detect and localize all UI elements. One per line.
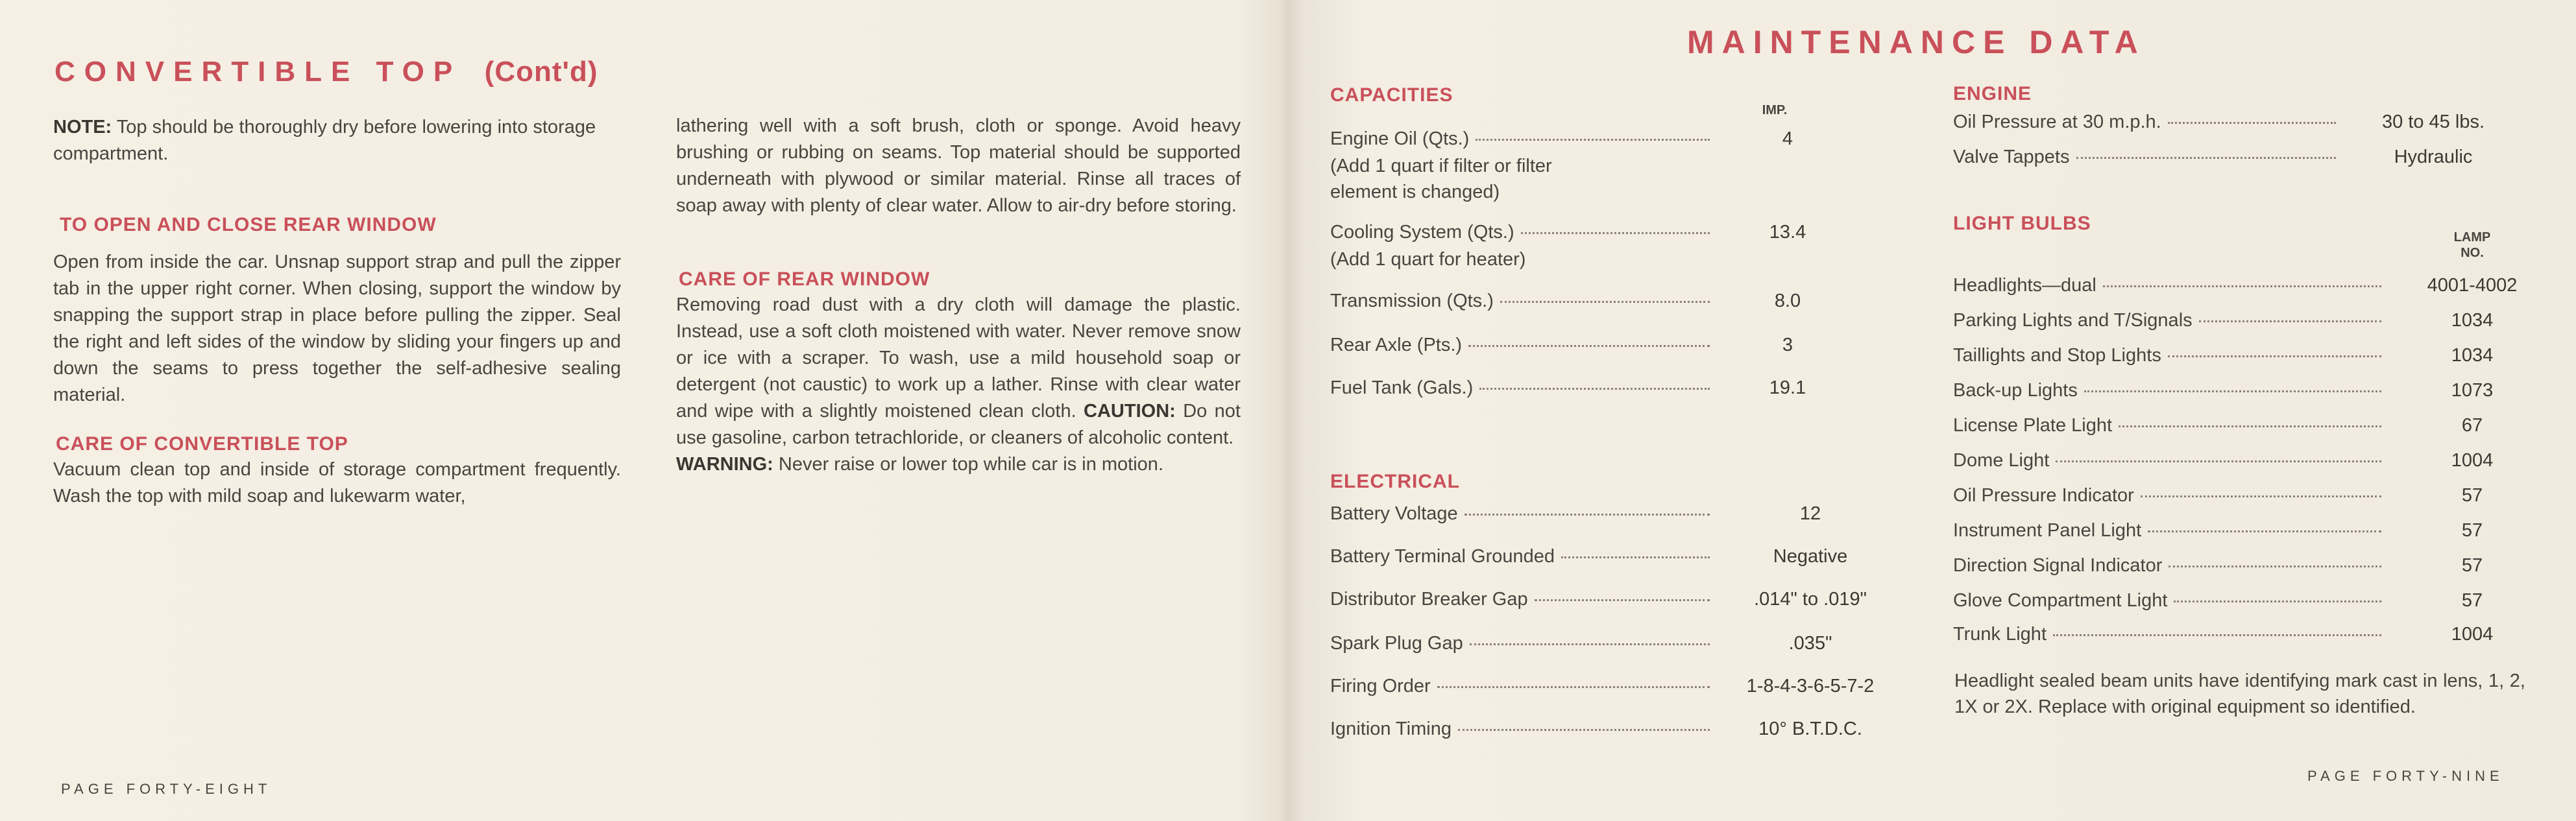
cap-row-rear-axle	[1330, 335, 1716, 356]
cap-label: Cooling System (Qts.)	[1330, 222, 1514, 243]
bulb-row	[1953, 415, 2388, 436]
bulb-label: Taillights and Stop Lights	[1953, 345, 2161, 366]
elec-label: Firing Order	[1330, 676, 1431, 696]
bulb-value: 1004	[2451, 450, 2494, 471]
elec-label: Spark Plug Gap	[1330, 633, 1463, 654]
elec-value: 12	[1799, 503, 1821, 524]
dot-leader	[2103, 285, 2381, 287]
electrical-heading: ELECTRICAL	[1330, 471, 1460, 492]
dot-leader	[1561, 556, 1710, 558]
bulb-value: 1034	[2451, 310, 2494, 331]
bulb-row	[1953, 485, 2388, 506]
cap-value: 4	[1782, 128, 1793, 149]
right-folio: PAGE FORTY-NINE	[2307, 768, 2504, 784]
bulb-label: Direction Signal Indicator	[1953, 555, 2163, 576]
caution-text: Do not use gasoline, carbon tetrachloride, or cleaners of alcoholic content.	[676, 401, 1241, 448]
elec-row	[1330, 546, 1716, 567]
engine-label: Oil Pressure at 30 m.p.h.	[1953, 112, 2161, 132]
cap-row-fuel-tank	[1330, 377, 1716, 399]
bulb-value: 1034	[2451, 345, 2494, 366]
dot-leader	[2056, 460, 2381, 462]
elec-label: Distributor Breaker Gap	[1330, 589, 1528, 610]
cap-value: 8.0	[1774, 291, 1801, 311]
bulb-value: 4001-4002	[2427, 275, 2518, 296]
engine-value: 30 to 45 lbs.	[2382, 112, 2485, 132]
bulb-row	[1953, 380, 2388, 401]
left-folio: PAGE FORTY-EIGHT	[61, 781, 272, 797]
elec-row	[1330, 633, 1716, 654]
engine-value: Hydraulic	[2394, 147, 2473, 167]
engine-label: Valve Tappets	[1953, 147, 2070, 167]
dot-leader	[2199, 320, 2381, 322]
dot-leader	[1464, 514, 1710, 516]
dot-leader	[2148, 530, 2381, 532]
dot-leader	[2076, 157, 2337, 159]
dot-leader	[1437, 686, 1710, 688]
headlight-footnote: Headlight sealed beam units have identifying mark cast in lens, 1, 2, 1X or 2X. Replace with original equipment so identified.	[1954, 671, 2525, 717]
cap-row-transmission	[1330, 291, 1716, 312]
care-window-text	[676, 292, 1241, 478]
care-top-heading: CARE OF CONVERTIBLE TOP	[56, 433, 348, 455]
cap-label: Fuel Tank (Gals.)	[1330, 377, 1474, 398]
lamp-no-col-head: LAMP NO.	[2453, 230, 2491, 260]
left-page-title	[55, 56, 598, 88]
bulb-row	[1953, 555, 2388, 577]
dot-leader	[1468, 345, 1710, 347]
engine-row	[1953, 147, 2342, 168]
cap-value: 19.1	[1769, 377, 1806, 398]
elec-value: .035"	[1788, 633, 1832, 654]
cap-label: Engine Oil (Qts.)	[1330, 128, 1470, 149]
bulb-label: Glove Compartment Light	[1953, 590, 2168, 611]
elec-row	[1330, 503, 1716, 525]
elec-label: Battery Voltage	[1330, 503, 1458, 524]
dot-leader	[1479, 388, 1710, 390]
bulb-label: Parking Lights and T/Signals	[1953, 310, 2193, 331]
care-window-body: Removing road dust with a dry cloth will damage the plastic. Instead, use a soft cloth moistened with water. Never remove snow or ice with a scraper. To wash, use a mild household soap or detergent (not caustic) to work up a lather. Rinse with clear water and wipe with a slightly moistened clean cloth.	[676, 294, 1241, 422]
dot-leader	[2053, 634, 2381, 636]
dot-leader	[2141, 495, 2381, 497]
elec-label: Battery Terminal Grounded	[1330, 546, 1555, 567]
cap-note: (Add 1 quart for heater)	[1330, 249, 1526, 270]
elec-value: Negative	[1773, 546, 1848, 567]
elec-row	[1330, 676, 1716, 697]
title-main: CONVERTIBLE TOP	[55, 56, 461, 88]
note-label: NOTE:	[53, 117, 112, 137]
cap-value: 3	[1782, 335, 1793, 355]
care-top-text: Vacuum clean top and inside of storage compartment frequently. Wash the top with mild soap and lukewarm water,	[53, 459, 621, 506]
bulb-value: 57	[2461, 555, 2483, 576]
dot-leader	[2168, 122, 2336, 124]
bulb-value: 57	[2461, 520, 2483, 541]
care-window-heading: CARE OF REAR WINDOW	[679, 268, 930, 290]
bulb-label: Dome Light	[1953, 450, 2050, 471]
bulb-row	[1953, 590, 2388, 612]
dot-leader	[2084, 390, 2381, 392]
cap-value: 13.4	[1769, 222, 1806, 243]
bulb-value: 1004	[2451, 624, 2494, 645]
light-bulbs-heading: LIGHT BULBS	[1953, 213, 2091, 234]
dot-leader	[2168, 355, 2381, 357]
bulb-row	[1953, 624, 2388, 645]
dot-leader	[1476, 139, 1710, 141]
bulb-label: Headlights—dual	[1953, 275, 2096, 296]
elec-value: 10° B.T.D.C.	[1758, 719, 1862, 739]
bulb-row	[1953, 450, 2388, 471]
elec-label: Ignition Timing	[1330, 719, 1452, 739]
warning-text: Never raise or lower top while car is in motion.	[773, 454, 1163, 475]
dot-leader	[1500, 301, 1710, 303]
bulb-row	[1953, 275, 2388, 296]
caution-label: CAUTION:	[1084, 401, 1176, 422]
dot-leader	[1470, 643, 1710, 645]
bulb-value: 57	[2461, 485, 2483, 506]
elec-value: .014" to .019"	[1754, 589, 1867, 610]
bulb-value: 57	[2461, 590, 2483, 611]
cap-label: Rear Axle (Pts.)	[1330, 335, 1463, 355]
cap-label: Transmission (Qts.)	[1330, 291, 1494, 311]
dot-leader	[1535, 599, 1710, 601]
dot-leader	[2119, 425, 2381, 427]
bulb-value: 67	[2461, 415, 2483, 436]
dot-leader	[2169, 565, 2381, 567]
elec-row	[1330, 589, 1716, 610]
title-suffix: (Cont'd)	[484, 56, 598, 88]
note-text: Top should be thoroughly dry before lowering into storage compartment.	[53, 117, 596, 164]
bulb-row	[1953, 310, 2388, 331]
right-page-title: MAINTENANCE DATA	[1687, 24, 2146, 60]
engine-row	[1953, 112, 2342, 133]
rear-window-text: Open from inside the car. Unsnap support strap and pull the zipper tab in the upper right corner. When closing, support the window by snapping the support strap in place before pulling the zipper. Seal the right and left sides of the window by sliding your fingers up and down the seams to press together the self-adhesive sealing material.	[53, 252, 621, 405]
cap-row-engine-oil	[1330, 128, 1716, 150]
bulb-label: Back-up Lights	[1953, 380, 2078, 401]
rear-window-heading: TO OPEN AND CLOSE REAR WINDOW	[60, 214, 437, 235]
elec-row	[1330, 719, 1716, 740]
dot-leader	[1458, 729, 1710, 731]
bulb-row	[1953, 345, 2388, 366]
bulb-label: Instrument Panel Light	[1953, 520, 2142, 541]
capacities-heading: CAPACITIES	[1330, 84, 1453, 106]
dot-leader	[1521, 232, 1710, 234]
cap-row-cooling	[1330, 222, 1716, 243]
cap-note: (Add 1 quart if filter or filter element is changed)	[1330, 156, 1552, 202]
capacities-col-head: IMP.	[1762, 103, 1788, 117]
dot-leader	[2174, 601, 2381, 602]
elec-value: 1-8-4-3-6-5-7-2	[1746, 676, 1875, 696]
bulb-value: 1073	[2451, 380, 2494, 401]
warning-label: WARNING:	[676, 454, 773, 475]
bulb-label: Trunk Light	[1953, 624, 2047, 645]
note-paragraph	[53, 114, 624, 167]
bulb-label: License Plate Light	[1953, 415, 2113, 436]
bulb-row	[1953, 520, 2388, 541]
engine-heading: ENGINE	[1953, 83, 2032, 104]
bulb-label: Oil Pressure Indicator	[1953, 485, 2134, 506]
care-top-continued: lathering well with a soft brush, cloth or sponge. Avoid heavy brushing or rubbing on seams. Top material should be supported underneath with plywood or similar material. Rinse all traces of soap away with plenty of clear water. Allow to air-dry before storing.	[676, 115, 1241, 216]
